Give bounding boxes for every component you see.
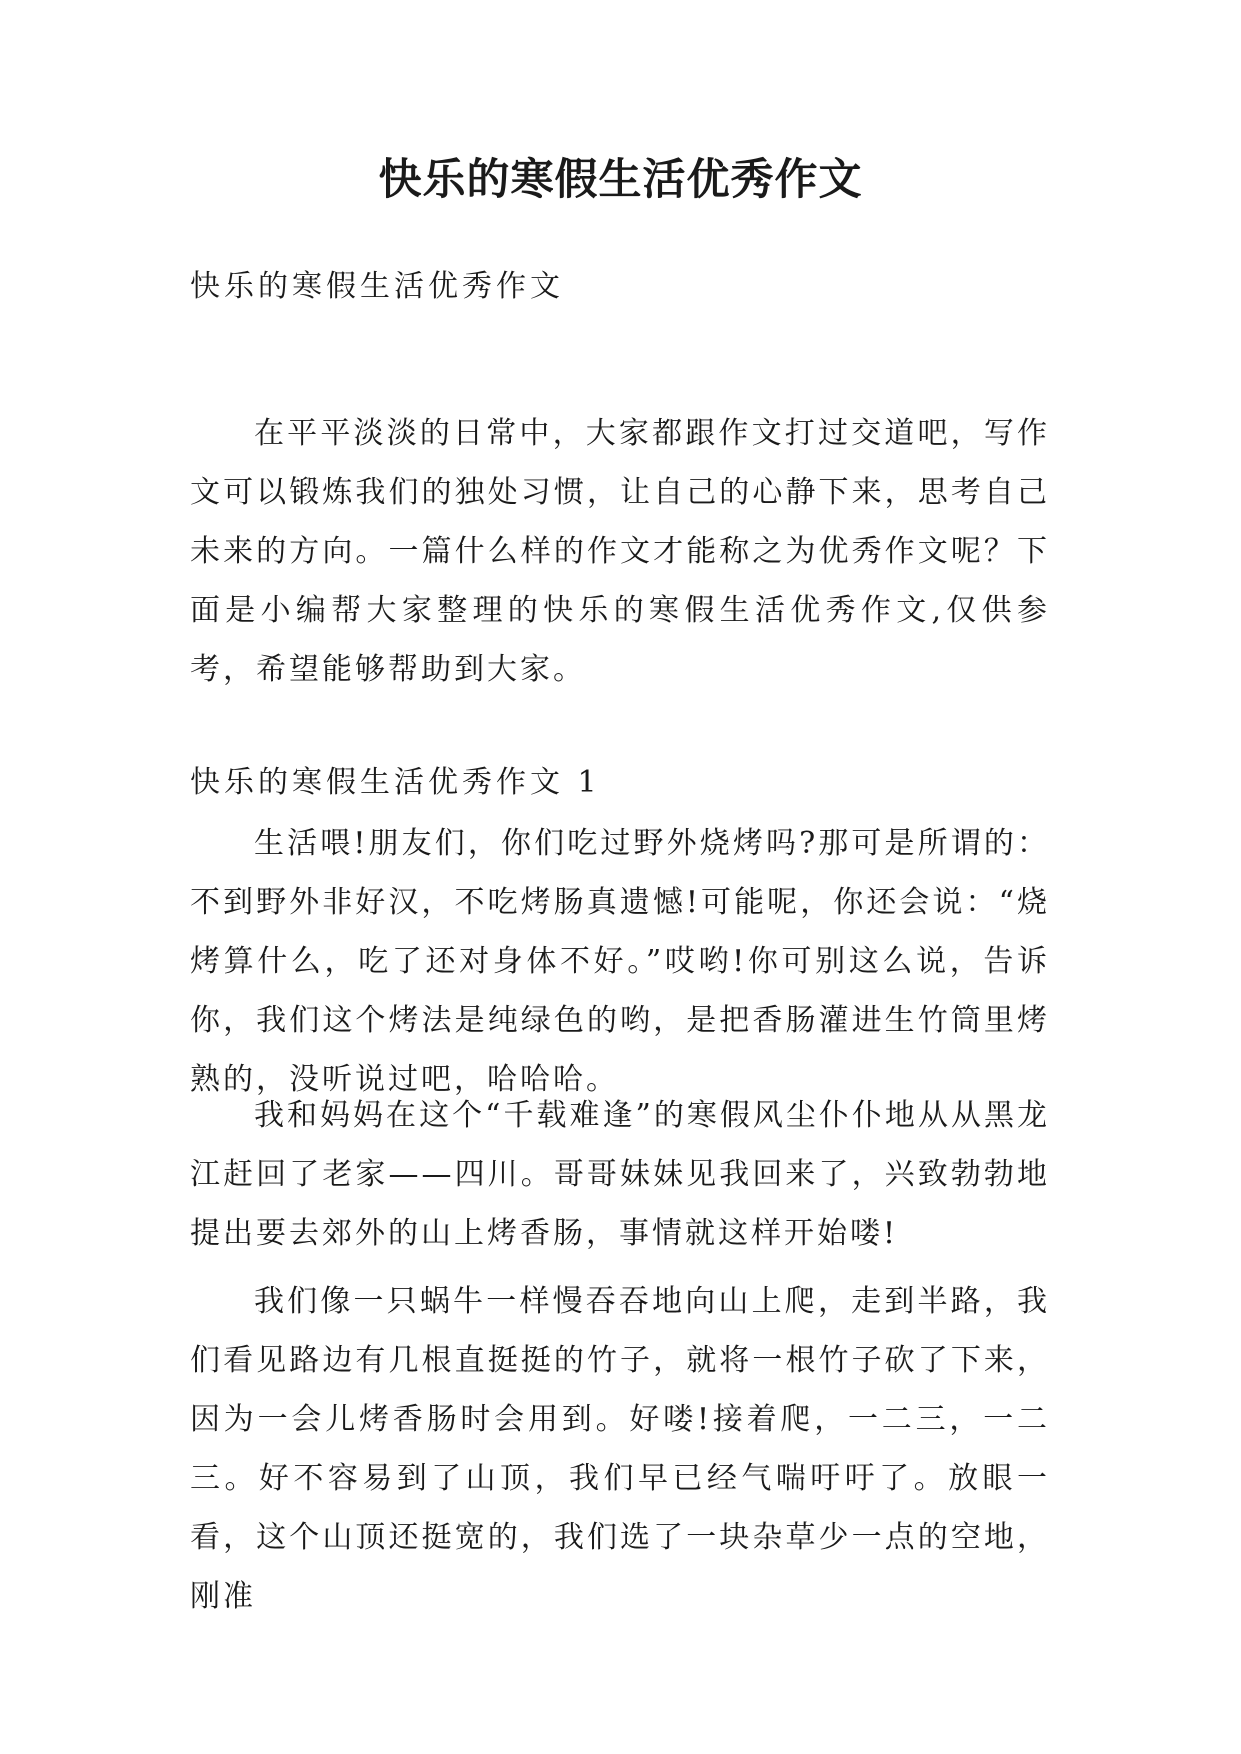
body-paragraph: 我和妈妈在这个“千载难逢”的寒假风尘仆仆地从从黑龙江赶回了老家——四川。哥哥妹妹见我回来了，兴致勃勃地提出要去郊外的山上烤香肠，事情就这样开始喽! xyxy=(190,1098,1050,1251)
section-heading: 快乐的寒假生活优秀作文 1 xyxy=(190,765,601,800)
body-paragraph: 我们像一只蜗牛一样慢吞吞地向山上爬，走到半路，我们看见路边有几根直挺挺的竹子，就将一根竹子砍了下来，因为一会儿烤香肠时会用到。好喽!接着爬，一二三，一二三。好不容易到了山顶，我们早已经气喘吁吁了。放眼一看，这个山顶还挺宽的，我们选了一块杂草少一点的空地，刚准 xyxy=(190,1284,1050,1614)
body-paragraph: 生活喂!朋友们，你们吃过野外烧烤吗?那可是所谓的：不到野外非好汉，不吃烤肠真遗憾!可能呢，你还会说：“烧烤算什么，吃了还对身体不好。”哎哟!你可别这么说，告诉你，我们这个烤法是纯绿色的哟，是把香肠灌进生竹筒里烤熟的，没听说过吧，哈哈哈。 xyxy=(190,826,1050,1097)
document-title: 快乐的寒假生活优秀作文 xyxy=(378,155,863,205)
document-subtitle: 快乐的寒假生活优秀作文 xyxy=(190,269,564,304)
intro-paragraph: 在平平淡淡的日常中，大家都跟作文打过交道吧，写作文可以锻炼我们的独处习惯，让自己的心静下来，思考自己未来的方向。一篇什么样的作文才能称之为优秀作文呢？下面是小编帮大家整理的快乐的寒假生活优秀作文,仅供参考，希望能够帮助到大家。 xyxy=(190,416,1050,687)
